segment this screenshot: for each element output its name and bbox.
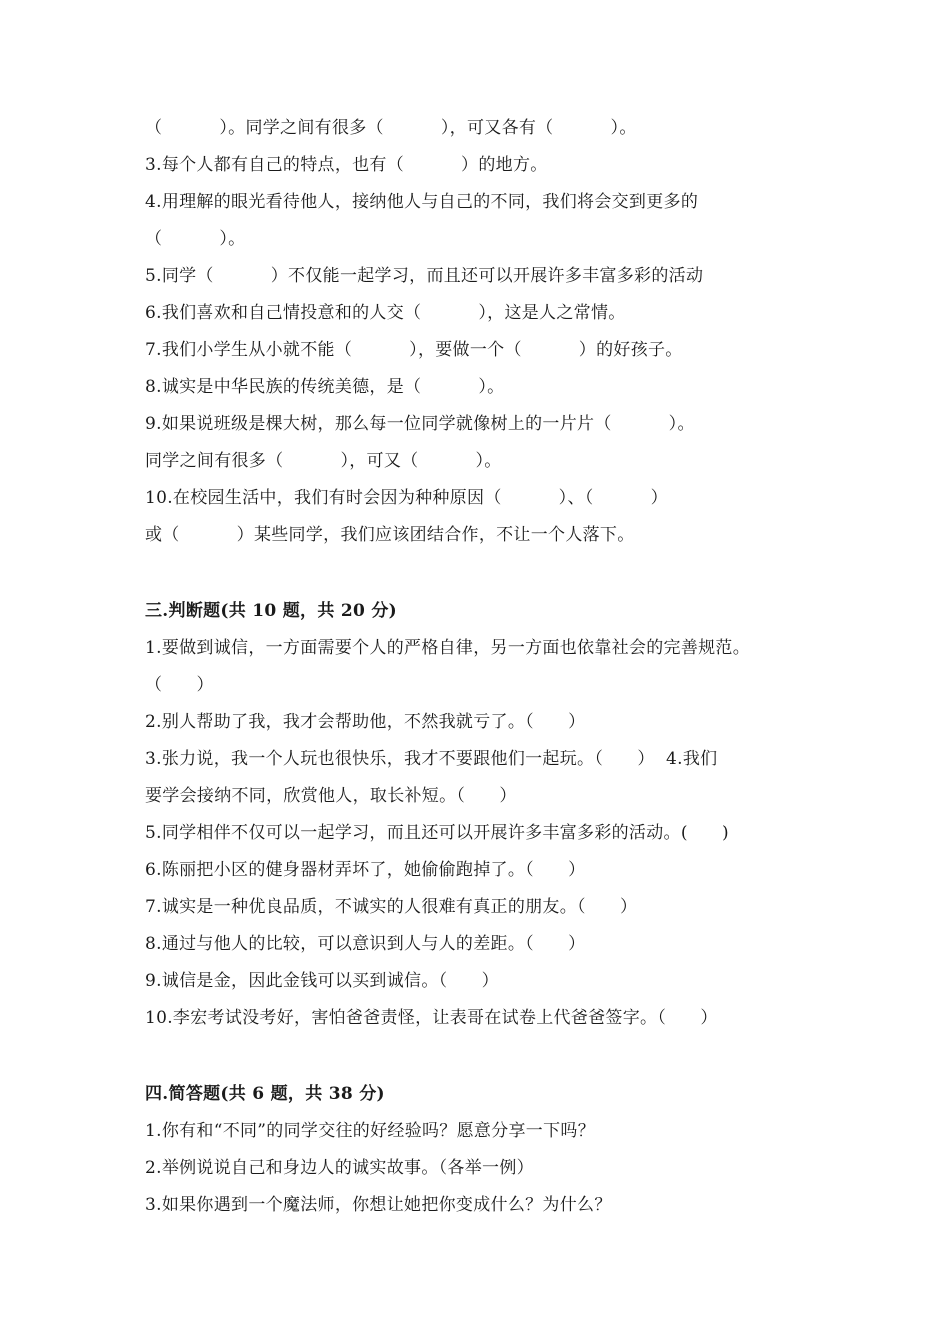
short-answer-line-2: 2.举例说说自己和身边人的诚实故事。（各举一例） <box>145 1158 534 1178</box>
blank-line-3: 4.用理解的眼光看待他人，接纳他人与自己的不同，我们将会交到更多的 <box>145 192 699 212</box>
judge-line-5: 要学会接纳不同，欣赏他人，取长补短。（ ） <box>145 786 517 806</box>
blank-line-4: （ ）。 <box>145 229 246 249</box>
judge-line-4: 3.张力说，我一个人玩也很快乐，我才不要跟他们一起玩。（ ） 4.我们 <box>145 749 718 769</box>
blank-line-2: 3.每个人都有自己的特点，也有（ ）的地方。 <box>145 155 548 175</box>
judge-line-2: （ ） <box>145 675 214 695</box>
judge-line-11: 10.李宏考试没考好，害怕爸爸责怪，让表哥在试卷上代爸爸签字。（ ） <box>145 1008 718 1028</box>
judge-line-8: 7.诚实是一种优良品质，不诚实的人很难有真正的朋友。（ ） <box>145 897 638 917</box>
blank-line-12: 或（ ）某些同学，我们应该团结合作，不让一个人落下。 <box>145 525 635 545</box>
blank-line-9: 9.如果说班级是棵大树，那么每一位同学就像树上的一片片（ ）。 <box>145 414 695 434</box>
judge-line-9: 8.通过与他人的比较，可以意识到人与人的差距。（ ） <box>145 934 586 954</box>
blank-line-7: 7.我们小学生从小就不能（ ），要做一个（ ）的好孩子。 <box>145 340 683 360</box>
judge-line-6: 5.同学相伴不仅可以一起学习，而且还可以开展许多丰富多彩的活动。( ) <box>145 823 729 843</box>
short-answer-line-1: 1.你有和“不同”的同学交往的好经验吗？愿意分享一下吗？ <box>145 1121 596 1141</box>
judge-line-7: 6.陈丽把小区的健身器材弄坏了，她偷偷跑掉了。（ ） <box>145 860 586 880</box>
blank-line-6: 6.我们喜欢和自己情投意和的人交（ ），这是人之常情。 <box>145 303 626 323</box>
judge-line-10: 9.诚信是金，因此金钱可以买到诚信。（ ） <box>145 971 499 991</box>
judge-line-1: 1.要做到诚信，一方面需要个人的严格自律，另一方面也依靠社会的完善规范。 <box>145 638 751 658</box>
blank-line-11: 10.在校园生活中，我们有时会因为种种原因（ ）、（ ） <box>145 488 668 508</box>
blank-line-10: 同学之间有很多（ ），可又（ ）。 <box>145 451 502 471</box>
section-3-heading: 三.判断题(共 10 题，共 20 分) <box>145 601 397 621</box>
section-4-heading: 四.简答题(共 6 题，共 38 分) <box>145 1084 385 1104</box>
blank-line-1: （ ）。同学之间有很多（ ），可又各有（ ）。 <box>145 118 637 138</box>
short-answer-line-3: 3.如果你遇到一个魔法师，你想让她把你变成什么？为什么？ <box>145 1195 612 1215</box>
blank-line-5: 5.同学（ ）不仅能一起学习，而且还可以开展许多丰富多彩的活动 <box>145 266 704 286</box>
judge-line-3: 2.别人帮助了我，我才会帮助他，不然我就亏了。（ ） <box>145 712 586 732</box>
blank-line-8: 8.诚实是中华民族的传统美德，是（ ）。 <box>145 377 505 397</box>
